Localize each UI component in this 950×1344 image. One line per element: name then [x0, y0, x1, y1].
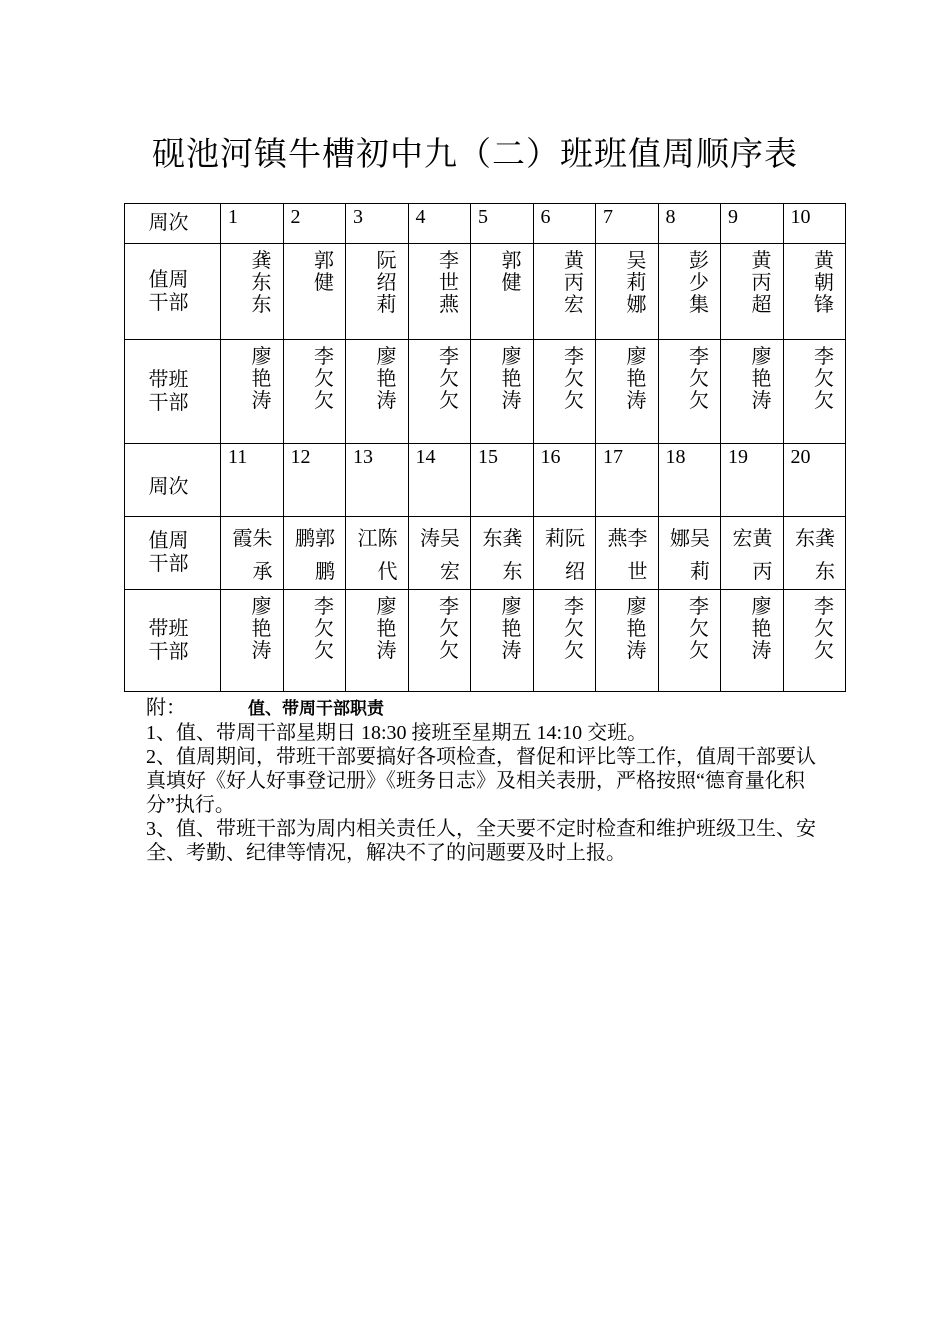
lead-cadre-name: 廖艳涛 [251, 346, 272, 412]
lead-cadre-name: 李欠欠 [439, 596, 459, 662]
lead-cadre-cell [596, 590, 659, 692]
duty-cadre-name: 郭健 [314, 250, 334, 294]
duty-cadre-cell [283, 244, 346, 340]
week-number: 12 [283, 444, 346, 517]
lead-cadre-cell [283, 340, 346, 444]
duty-cadre-name: 郭健 [501, 250, 522, 294]
duty-cadre-cell [283, 517, 346, 590]
week-number: 14 [408, 444, 471, 517]
week-number: 4 [408, 204, 471, 244]
duty-cadre-name-bottom: 东 [502, 561, 523, 583]
lead-cadre-name: 李欠欠 [814, 346, 834, 412]
table-row [125, 204, 846, 244]
duty-cadre-cell [346, 244, 409, 340]
duty-cadre-name-bottom: 承 [252, 561, 273, 583]
duty-cadre-cell [533, 517, 596, 590]
lead-cadre-name: 廖艳涛 [751, 596, 772, 662]
lead-cadre-cell [721, 590, 784, 692]
duty-schedule-table [124, 203, 846, 692]
duty-cadre-label-text: 值周干部 [148, 530, 189, 575]
table-row [125, 517, 846, 590]
duty-cadre-cell [721, 517, 784, 590]
lead-cadre-cell [221, 590, 284, 692]
duty-cadre-name-bottom: 丙 [752, 561, 773, 583]
duty-cadre-cell [596, 517, 659, 590]
lead-cadre-name: 李欠欠 [564, 596, 584, 662]
duty-cadre-cell [658, 244, 721, 340]
lead-cadre-name: 廖艳涛 [626, 596, 647, 662]
note-item-1: 1、值、带周干部星期日 18:30 接班至星期五 14:10 交班。 [146, 722, 648, 744]
duty-cadre-name-top: 鹏郭 [295, 528, 335, 550]
duty-cadre-cell [658, 517, 721, 590]
duty-cadre-cell [471, 517, 534, 590]
notes-heading: 值、带周干部职责 [248, 699, 384, 719]
duty-cadre-name: 黄朝锋 [814, 250, 834, 316]
duty-cadre-label [125, 244, 221, 340]
lead-cadre-cell [596, 340, 659, 444]
duty-cadre-cell [346, 517, 409, 590]
lead-cadre-name: 李欠欠 [689, 596, 709, 662]
duty-cadre-name-top: 霞朱 [232, 528, 273, 550]
duty-cadre-cell [471, 244, 534, 340]
week-label [125, 204, 221, 244]
week-number: 20 [783, 444, 846, 517]
lead-cadre-cell [783, 340, 846, 444]
lead-cadre-name: 廖艳涛 [501, 596, 522, 662]
duty-cadre-cell [783, 517, 846, 590]
week-number: 9 [721, 204, 784, 244]
week-number: 17 [596, 444, 659, 517]
duty-cadre-name: 李世燕 [439, 250, 459, 316]
note-item-2: 2、值周期间，带班干部要搞好各项检查，督促和评比等工作，值周干部要认真填好《好人好事登记册》《班务日志》及相关表册，严格按照“德育量化积分”执行。 [146, 746, 816, 816]
lead-cadre-name: 李欠欠 [564, 346, 584, 412]
week-number: 15 [471, 444, 534, 517]
lead-cadre-name: 李欠欠 [314, 346, 334, 412]
duty-cadre-name-top: 东龚 [795, 528, 835, 550]
duty-cadre-name-top: 宏黄 [732, 528, 773, 550]
duty-cadre-label [125, 517, 221, 590]
table-row [125, 590, 846, 692]
duty-cadre-cell [221, 517, 284, 590]
lead-cadre-name: 廖艳涛 [376, 596, 397, 662]
lead-cadre-cell [408, 340, 471, 444]
lead-cadre-cell [533, 590, 596, 692]
lead-cadre-label [125, 340, 221, 444]
lead-cadre-label-text: 带班干部 [148, 617, 189, 663]
lead-cadre-cell [471, 590, 534, 692]
duty-cadre-cell [596, 244, 659, 340]
lead-cadre-name: 廖艳涛 [626, 346, 647, 412]
duty-cadre-name-bottom: 莉 [690, 561, 710, 583]
week-number: 11 [221, 444, 284, 517]
week-number: 5 [471, 204, 534, 244]
duty-cadre-name: 龚东东 [251, 250, 272, 316]
duty-cadre-cell [783, 244, 846, 340]
table-row [125, 244, 846, 340]
note-item-3: 3、值、带班干部为周内相关责任人，全天要不定时检查和维护班级卫生、安全、考勤、纪律等情况，解决不了的问题要及时上报。 [146, 818, 816, 864]
notes-header-line [146, 696, 816, 721]
week-number: 10 [783, 204, 846, 244]
week-number: 16 [533, 444, 596, 517]
duty-cadre-name-top: 江陈 [357, 528, 398, 550]
duty-cadre-name: 黄丙宏 [564, 250, 584, 316]
duty-cadre-name-bottom: 宏 [440, 561, 460, 583]
duty-notes [146, 696, 816, 865]
week-number: 8 [658, 204, 721, 244]
lead-cadre-cell [221, 340, 284, 444]
duty-cadre-cell [721, 244, 784, 340]
lead-cadre-cell [471, 340, 534, 444]
table-row [125, 340, 846, 444]
lead-cadre-name: 李欠欠 [314, 596, 334, 662]
duty-cadre-name-bottom: 绍 [565, 561, 585, 583]
week-number: 1 [221, 204, 284, 244]
lead-cadre-name: 廖艳涛 [501, 346, 522, 412]
lead-cadre-name: 廖艳涛 [751, 346, 772, 412]
duty-cadre-cell [533, 244, 596, 340]
lead-cadre-cell [346, 590, 409, 692]
duty-cadre-label-text: 值周干部 [148, 268, 189, 314]
lead-cadre-cell [283, 590, 346, 692]
lead-cadre-name: 廖艳涛 [251, 596, 272, 662]
week-number: 13 [346, 444, 409, 517]
week-label-text: 周次 [148, 475, 189, 498]
duty-cadre-cell [408, 244, 471, 340]
duty-cadre-name-bottom: 世 [627, 561, 648, 583]
duty-cadre-name: 彭少集 [689, 250, 709, 316]
duty-cadre-name-top: 莉阮 [545, 528, 585, 550]
duty-cadre-name-top: 东龚 [482, 528, 523, 550]
lead-cadre-cell [533, 340, 596, 444]
table-row [125, 444, 846, 517]
notes-prefix: 附： [146, 697, 186, 719]
lead-cadre-name: 李欠欠 [689, 346, 709, 412]
lead-cadre-label-text: 带班干部 [148, 368, 189, 414]
week-number: 18 [658, 444, 721, 517]
duty-cadre-name: 黄丙超 [751, 250, 772, 316]
lead-cadre-cell [783, 590, 846, 692]
lead-cadre-name: 李欠欠 [814, 596, 834, 662]
lead-cadre-cell [658, 590, 721, 692]
duty-cadre-name: 吴莉娜 [626, 250, 647, 316]
duty-cadre-cell [408, 517, 471, 590]
week-number: 3 [346, 204, 409, 244]
duty-cadre-name-top: 娜吴 [670, 528, 710, 550]
duty-cadre-name-bottom: 代 [377, 561, 398, 583]
lead-cadre-cell [721, 340, 784, 444]
lead-cadre-cell [346, 340, 409, 444]
duty-cadre-cell [221, 244, 284, 340]
week-label-text: 周次 [148, 212, 189, 234]
lead-cadre-cell [408, 590, 471, 692]
page-title: 砚池河镇牛槽初中九（二）班班值周顺序表 [152, 137, 798, 173]
duty-cadre-name-top: 涛吴 [420, 528, 460, 550]
duty-cadre-name: 阮绍莉 [376, 250, 397, 316]
duty-cadre-name-bottom: 鹏 [315, 561, 335, 583]
lead-cadre-name: 李欠欠 [439, 346, 459, 412]
week-label [125, 444, 221, 517]
duty-cadre-name-top: 燕李 [607, 528, 648, 550]
week-number: 2 [283, 204, 346, 244]
duty-cadre-name-bottom: 东 [815, 561, 835, 583]
lead-cadre-cell [658, 340, 721, 444]
week-number: 6 [533, 204, 596, 244]
week-number: 7 [596, 204, 659, 244]
week-number: 19 [721, 444, 784, 517]
lead-cadre-label [125, 590, 221, 692]
lead-cadre-name: 廖艳涛 [376, 346, 397, 412]
